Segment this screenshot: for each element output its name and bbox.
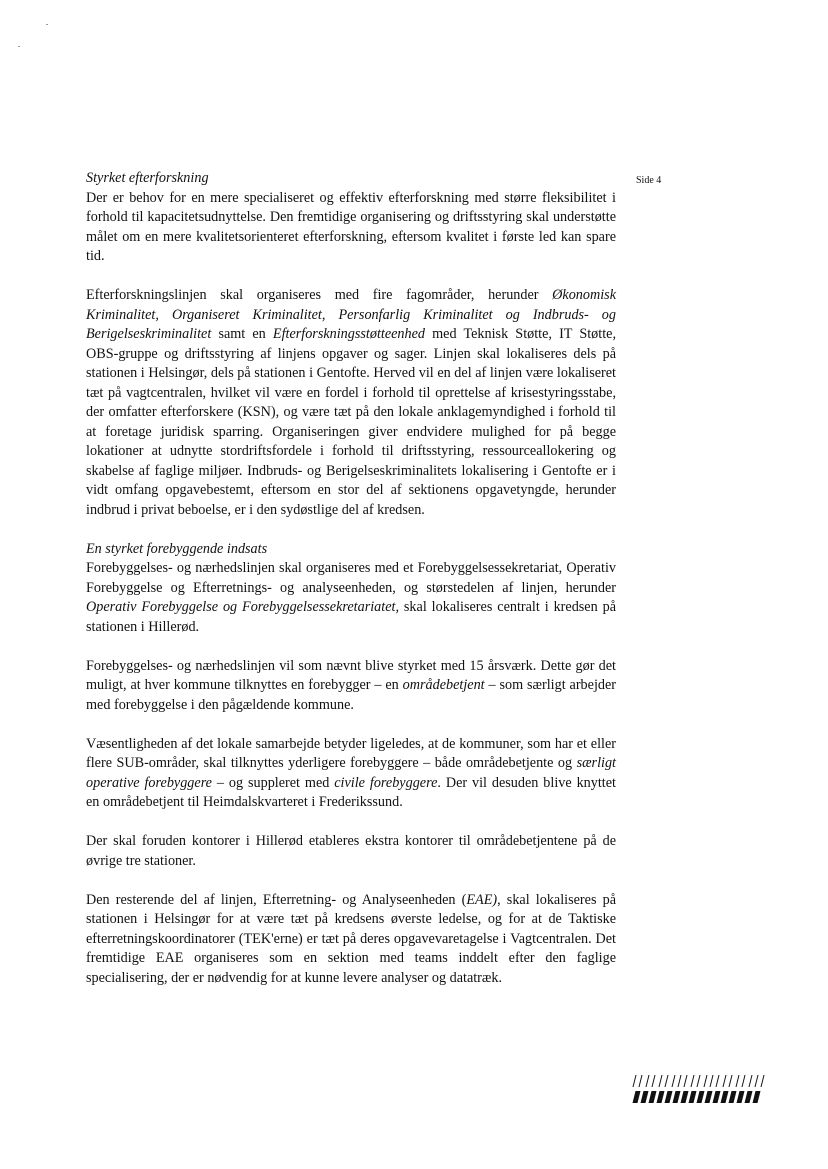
barcode-row-thin (634, 1075, 766, 1087)
section-heading: En styrket forebyggende indsats (86, 540, 268, 557)
scan-speck (46, 24, 48, 25)
paragraph: Forebyggelses- og nærhedslinjen skal organiseres med et Forebyggelsessekretariat, Operativ Forebyggelse og Efterretnings- og analyseenheden, og størstedelen af linjen, herunder Operativ Forebyggelse og Forebyggelsessekretariatet, skal lokaliseres centralt i kredsen på stationen i Hillerød. (86, 560, 617, 635)
paragraph: Efterforskningslinjen skal organiseres med fire fagområder, herunder Økonomisk Kriminalitet, Organiseret Kriminalitet, Personfarlig Kriminalitet og Indbruds- og Berigelseskriminalitet samt en Efterforskningsstøtteenhed med Teknisk Støtte, IT Støtte, OBS-gruppe og driftsstyring af linjens opgaver og sager. Linjen skal lokaliseres dels på stationen i Helsingør, dels på stationen i Gentofte. Herved vil en del af linjen være lokaliseret tæt på vagtcentralen, hvilket vil være en fordel i forhold til oprettelse af krisestyringsstabe, der omfatter efterforskere (KSN), og være tæt på den lokale anklagemyndighed i forhold til at foretage juridisk sparring. Organiseringen giver endvidere mulighed for på begge lokationer at udnytte stordriftsfordele i forhold til driftsstyring, ressourceallokering og skabelse af faglige miljøer. Indbruds- og Berigelseskriminalitets lokalisering i Gentofte er i vidt omfang opgavebestemt, eftersom en stor del af sektionens opgavetyngde, herunder indbrud i privat beboelse, er i den sydøstlige del af kredsen. (86, 287, 617, 518)
section-heading: Styrket efterforskning (86, 170, 209, 186)
paragraph: Den resterende del af linjen, Efterretning- og Analyseenheden (EAE), skal lokaliseres på stationen i Helsingør for at være tæt på kredsens øverste ledelse, og for at de Taktiske efterretningskoordinatorer (TEK'erne) er tæt på deres opgavevaretagelse i Vagtcentralen. Det fremtidige EAE organiseres som en sektion med teams inddelt efter den faglige specialisering, der er nødvendig for at kunne levere analyser og datatræk. (86, 891, 616, 986)
paragraph: Væsentligheden af det lokale samarbejde betyder ligeledes, at de kommuner, som har et eller flere SUB-områder, skal tilknyttes yderligere forebyggere – både områdebetjente og særligt operative forebyggere – og suppleret med civile forebyggere. Der vil desuden blive knyttet en områdebetjent til Heimdalskvarteret i Frederikssund. (86, 735, 616, 810)
scan-speck (18, 46, 20, 47)
barcode-mark (634, 1075, 766, 1105)
paragraph: Der er behov for en mere specialiseret og effektiv efterforskning med større fleksibilitet i forhold til kapacitetsudnyttelse. Den fremtidige organisering og driftsstyring skal understøtte målet om en mere kvalitetsorienteret efterforskning, eftersom kvalitet i første led kan spare tid. (86, 189, 616, 264)
page-number: Side 4 (636, 175, 662, 186)
paragraph: Forebyggelses- og nærhedslinjen vil som nævnt blive styrket med 15 årsværk. Dette gør det muligt, at hver kommune tilknyttes en forebygger – en områdebetjent – som særligt arbejder med forebyggelse i den pågældende kommune. (86, 657, 617, 713)
paragraph: Der skal foruden kontorer i Hillerød etableres ekstra kontorer til områdebetjentene på de øvrige tre stationer. (86, 833, 616, 869)
barcode-row-thick (634, 1091, 766, 1103)
document-body (86, 169, 616, 1008)
